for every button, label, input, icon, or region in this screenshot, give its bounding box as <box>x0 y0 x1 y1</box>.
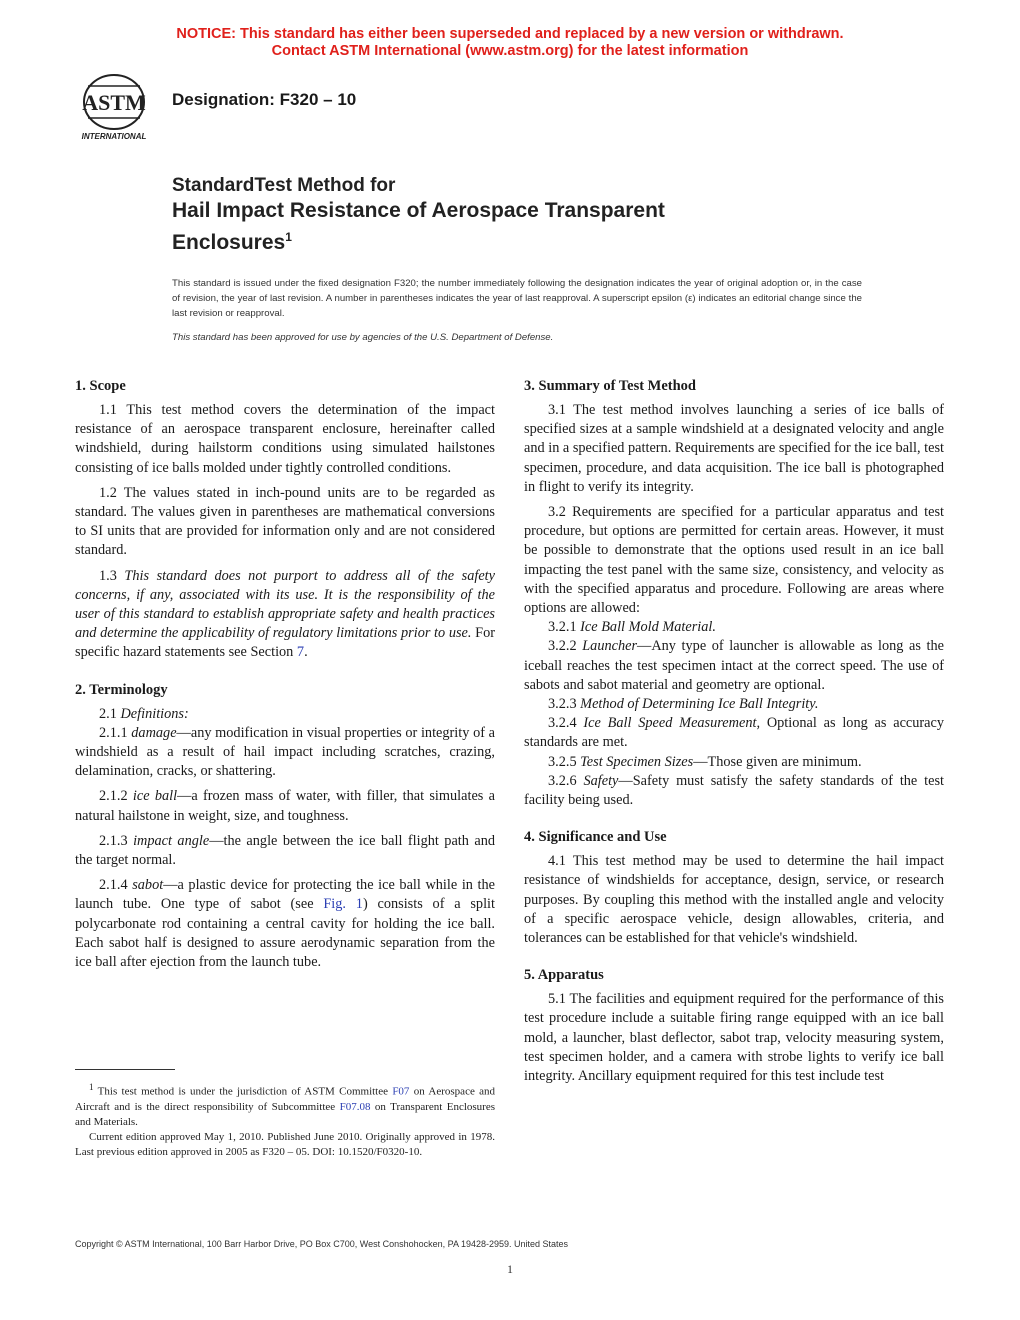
footnote-edition: Current edition approved May 1, 2010. Published June 2010. Originally approved in 1978. Last previous edition approved in 2005 as F320 – 05. DOI: 10.1520/F0320-10. <box>75 1130 495 1158</box>
section-heading-summary: 3. Summary of Test Method <box>524 378 696 394</box>
title-line-3: Enclosures <box>172 231 286 254</box>
copyright: Copyright © ASTM International, 100 Barr Harbor Drive, PO Box C700, West Conshohocken, PA 19428-2959. United States <box>75 1239 569 1249</box>
footnote <box>75 1080 495 1160</box>
paragraph-2-1: 2.1 Definitions: <box>99 705 189 722</box>
right-column <box>524 377 944 1092</box>
paragraph-3-2-5: 3.2.5 Test Specimen Sizes—Those given are minimum. <box>548 753 862 770</box>
astm-logo-icon <box>74 72 164 144</box>
section-heading-apparatus: 5. Apparatus <box>524 967 604 984</box>
withdrawal-notice <box>0 26 1020 60</box>
logo-text: ASTM <box>82 90 146 115</box>
paragraph-3-2-1: 3.2.1 Ice Ball Mold Material. <box>548 619 716 636</box>
definition-impact-angle: 2.1.3 impact angle—the angle between the ice ball flight path and the target normal. <box>75 832 496 869</box>
designation: Designation: F320 – 10 <box>172 90 357 109</box>
left-column <box>75 377 495 978</box>
title-footnote-mark: 1 <box>285 230 292 244</box>
paragraph-3-2-4: 3.2.4 Ice Ball Speed Measurement, Optional as long as accuracy standards are met. <box>524 715 945 751</box>
paragraph-1-1: 1.1 This test method covers the determination of the impact resistance of an aerospace transparent enclosure, hereinafter called windshield, during hailstorm conditions using simulated hailstones consisting of ice balls molded under tightly controlled conditions. <box>75 402 495 476</box>
footnote-divider <box>75 1069 175 1070</box>
paragraph-3-2-2: 3.2.2 Launcher—Any type of launcher is allowable as long as the iceball reaches the test specimen intact at the correct speed. The use of sabots and sabot material and geometry are optional. <box>524 638 945 693</box>
document-title <box>172 174 665 256</box>
subcommittee-f07-08-link[interactable]: F07.08 <box>339 1100 371 1113</box>
title-line-1: StandardTest Method for <box>172 175 396 196</box>
paragraph-3-1: 3.1 The test method involves launching a series of ice balls of specified sizes at a sample windshield at a designated velocity and angle and in a specified pattern. Requirements are specified for the ice ball, test specimen, procedure, and data acquisition. The ice ball is photographed in flight to verify its integrity. <box>524 402 944 495</box>
paragraph-1-3: 1.3 This standard does not purport to address all of the safety concerns, if any, associated with its use. It is the responsibility of the user of this standard to establish appropriate safety and health practices and determine the applicability of regulatory limitations prior to use. For specific hazard statements see Section 7. <box>75 567 495 661</box>
definition-ice-ball: 2.1.2 ice ball—a frozen mass of water, with filler, that simulates a natural hailstone in weight, size, and toughness. <box>75 788 495 824</box>
notice-line-2: Contact ASTM International (www.astm.org) for the latest information <box>271 43 749 59</box>
title-line-2: Hail Impact Resistance of Aerospace Transparent <box>172 199 665 222</box>
section-7-link[interactable]: 7 <box>296 644 305 661</box>
paragraph-4-1: 4.1 This test method may be used to determine the hail impact resistance of windshields for acceptance, design, service, or research purposes. By coupling this method with the installed angle and velocity of a specific aerospace vehicle, design allowables, criteria, and tolerances can be established for that vehicle's windshield. <box>524 853 944 947</box>
page-number: 1 <box>507 1262 513 1276</box>
paragraph-5-1: 5.1 The facilities and equipment required for the performance of this test procedure include a suitable firing range equipped with an ice ball mold, a launcher, blast deflector, sabot trap, velocity measuring system, test specimen holder, and a camera with strobe lights to verify ice ball integrity. Ancillary equipment required for this test include test <box>524 991 944 1085</box>
issued-note: This standard is issued under the fixed designation F320; the number immediately following the designation indicates the year of original adoption or, in the case of revision, the year of last revision. A number in parentheses indicates the year of last reapproval. A superscript epsilon (ε) indicates an editorial change since the last revision or reapproval. <box>172 278 862 319</box>
paragraph-3-2: 3.2 Requirements are specified for a particular apparatus and test procedure, but options are permitted for certain areas. However, it must be possible to demonstrate that the options used result in an ice ball impacting the test panel with the same size, consistency, and velocity as with the specified apparatus and procedure. Following are areas where options are allowed: <box>524 504 944 617</box>
definition-damage: 2.1.1 damage—any modification in visual properties or integrity of a windshield as a result of hail impact including scratches, crazing, delamination, cracks, or shattering. <box>75 724 495 780</box>
logo-subtext: INTERNATIONAL <box>81 132 147 141</box>
paragraph-3-2-6: 3.2.6 Safety—Safety must satisfy the safety standards of the test facility being used. <box>524 772 944 809</box>
paragraph-3-2-3: 3.2.3 Method of Determining Ice Ball Integrity. <box>548 696 819 713</box>
paragraph-1-2: 1.2 The values stated in inch-pound units are to be regarded as standard. The values given in parentheses are mathematical conversions to SI units that are provided for information only and are not considered standard. <box>75 484 495 559</box>
definition-sabot: 2.1.4 sabot—a plastic device for protecting the ice ball while in the launch tube. One type of sabot (see Fig. 1) consists of a split polycarbonate rod containing a central cavity for holding the ice ball. Each sabot half is designed to assure aerodynamic separation from the ice ball after ejection from the launch tube. <box>75 877 496 971</box>
footnote-jurisdiction: $^1$ This test method is under the jurisdiction of ASTM Committee F07 on Aerospace and Aircraft and is the direct responsibility of Subcommittee F07.08 on Transparent Enclosures and Materials. <box>75 1082 496 1128</box>
notice-line-1: NOTICE: This standard has either been superseded and replaced by a new version or withdrawn. <box>176 26 844 42</box>
section-heading-scope: 1. Scope <box>75 378 126 394</box>
safety-caveat: This standard does not purport to address all of the safety concerns, if any, associated with its use. It is the responsibility of the user of this standard to establish appropriate safety and health practices and determine the applicability of regulatory limitations prior to use. <box>75 567 495 642</box>
approved-note: This standard has been approved for use by agencies of the U.S. Department of Defense. <box>172 332 554 343</box>
fig-1-link[interactable]: Fig. 1 <box>323 896 363 913</box>
section-heading-terminology: 2. Terminology <box>75 681 168 698</box>
committee-f07-link[interactable]: F07 <box>392 1085 410 1098</box>
section-heading-significance: 4. Significance and Use <box>524 829 667 846</box>
